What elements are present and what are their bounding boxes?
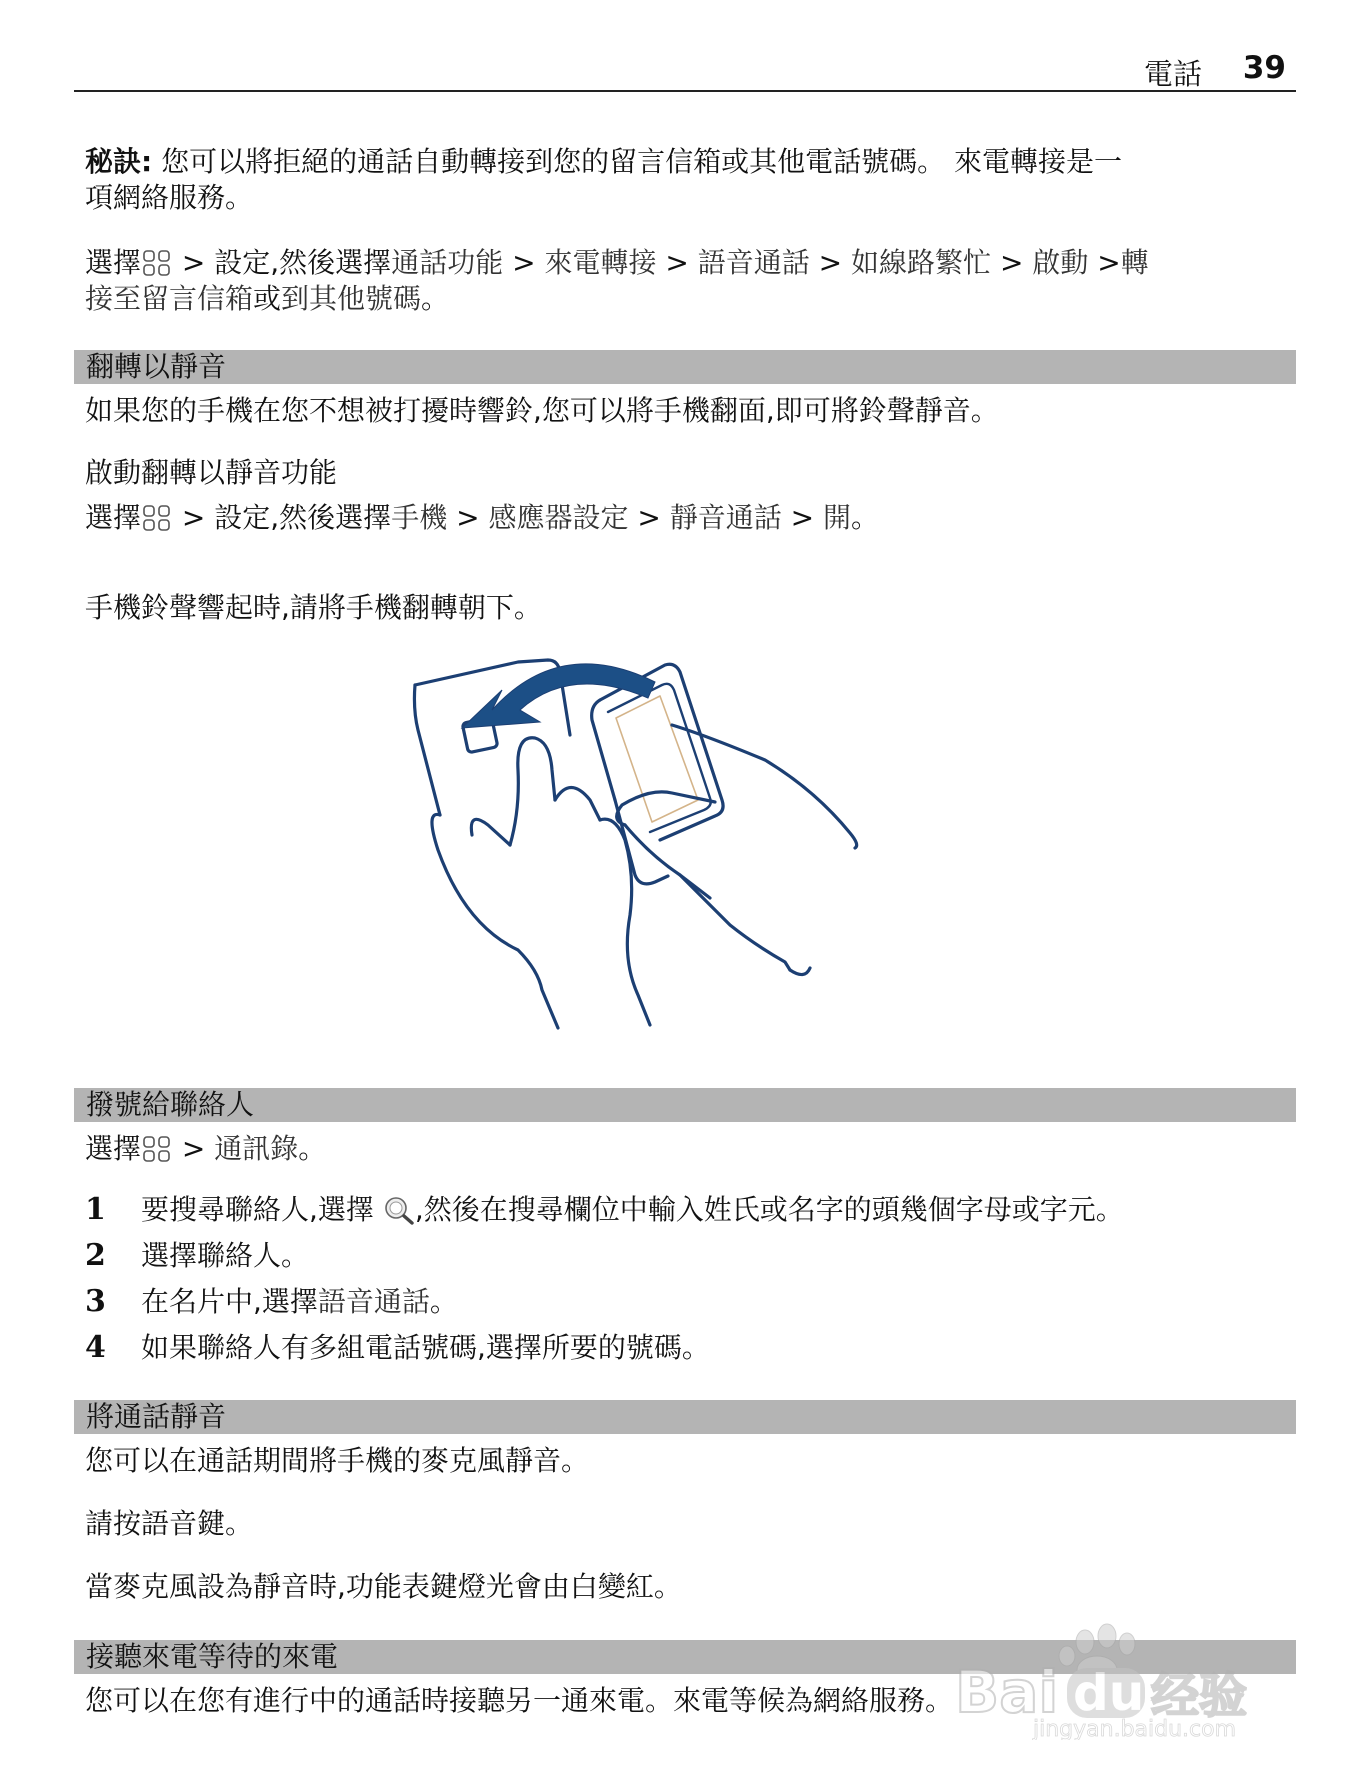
step-2 xyxy=(85,1238,1290,1274)
flip-phone-illustration xyxy=(410,650,960,1040)
menu-grid-icon xyxy=(141,503,173,533)
section-band-dial xyxy=(74,1088,1296,1122)
step-3 xyxy=(85,1284,1290,1320)
waiting-paragraph: 您可以在您有進行中的通話時接聽另一通來電。來電等候為網絡服務。 xyxy=(85,1684,954,1717)
tip-paragraph xyxy=(85,144,1290,216)
path-item-to-voicemail-a: 轉 xyxy=(1120,246,1149,279)
path-item-call-divert: 來電轉接 xyxy=(544,246,657,279)
watermark-cn: 经验 xyxy=(1151,1668,1248,1724)
path-item-other-number: 到其他號碼 xyxy=(281,282,422,315)
search-magnifier-icon xyxy=(383,1195,415,1225)
flip-paragraph: 如果您的手機在您不想被打擾時響鈴,您可以將手機翻面,即可將鈴聲靜音。 xyxy=(85,394,999,427)
section-heading: 撥號給聯絡人 xyxy=(86,1088,255,1121)
path-select: 選擇 xyxy=(85,501,142,534)
menu-grid-icon xyxy=(141,1134,173,1164)
step-text: 要搜尋聯絡人,選擇 xyxy=(141,1193,383,1226)
mute-paragraph-1: 您可以在通話期間將手機的麥克風靜音。 xyxy=(85,1444,590,1477)
path-end: 。 xyxy=(298,1132,327,1165)
path-select: 選擇 xyxy=(85,1132,142,1165)
path-settings: > 設定,然後選擇 xyxy=(173,246,392,279)
dial-path xyxy=(85,1131,1290,1167)
step-text: 在名片中,選擇 xyxy=(141,1285,318,1318)
step-text: 。 xyxy=(429,1285,458,1318)
section-band-mute xyxy=(74,1400,1296,1434)
path-item-sensor-settings: 感應器設定 xyxy=(488,501,629,534)
path-or: 或 xyxy=(253,282,282,315)
path-gt: > xyxy=(173,1132,215,1165)
path-item-contacts: 通訊錄 xyxy=(214,1132,299,1165)
mute-paragraph-2: 請按語音鍵。 xyxy=(85,1507,254,1540)
path-item-activate: 啟動 xyxy=(1032,246,1089,279)
path-item-on: 開 xyxy=(823,501,852,534)
tip-label: 秘訣: xyxy=(85,145,153,178)
path-item-voice-calls: 語音通話 xyxy=(697,246,810,279)
path-end: 。 xyxy=(421,282,450,315)
flip-path: 選擇 > 設定,然後選擇手機 > 感應器設定 > 靜音通話 > 開。 xyxy=(85,501,880,534)
step-number: 3 xyxy=(85,1284,106,1319)
step-number: 2 xyxy=(85,1238,106,1273)
step-text: 選擇聯絡人。 xyxy=(141,1239,310,1272)
watermark-brand: Bai xyxy=(955,1658,1059,1726)
divert-path: 選擇 > 設定,然後選擇通話功能 > 來電轉接 > 語音通話 > 如線路繁忙 > 啟動 >轉 接至留言信箱或到其他號碼。 xyxy=(85,246,1149,315)
step-1 xyxy=(85,1192,1290,1228)
path-item-to-voicemail-b: 接至留言信箱 xyxy=(85,282,254,315)
section-title: 電話 xyxy=(1143,57,1202,91)
tip-text: 您可以將拒絕的通話自動轉接到您的留言信箱或其他電話號碼。 來電轉接是一 xyxy=(161,145,1123,178)
section-heading: 翻轉以靜音 xyxy=(86,350,227,383)
flip-subheading: 啟動翻轉以靜音功能 xyxy=(85,456,338,489)
path-end: 。 xyxy=(851,501,880,534)
section-heading: 接聽來電等待的來電 xyxy=(86,1640,339,1673)
watermark-brand-2: du xyxy=(1073,1664,1145,1722)
section-heading: 將通話靜音 xyxy=(86,1400,227,1433)
step-4 xyxy=(85,1330,1290,1366)
path-settings: > 設定,然後選擇 xyxy=(173,501,392,534)
step-number: 4 xyxy=(85,1330,106,1365)
mute-paragraph-3: 當麥克風設為靜音時,功能表鍵燈光會由白變紅。 xyxy=(85,1570,682,1603)
step-number: 1 xyxy=(85,1192,106,1227)
path-item-phone: 手機 xyxy=(391,501,448,534)
page-number: 39 xyxy=(1242,50,1286,86)
menu-grid-icon xyxy=(141,248,173,278)
path-item-if-busy: 如線路繁忙 xyxy=(851,246,992,279)
tip-text-2: 項網絡服務。 xyxy=(85,181,254,214)
watermark-url: jingyan.baidu.com xyxy=(1033,1717,1237,1740)
page-header xyxy=(74,50,1296,92)
path-item-call-features: 通話功能 xyxy=(391,246,504,279)
path-select: 選擇 xyxy=(85,246,142,279)
path-item-silence-calls: 靜音通話 xyxy=(669,501,782,534)
flip-instruction: 手機鈴聲響起時,請將手機翻轉朝下。 xyxy=(85,591,542,624)
step-text: ,然後在搜尋欄位中輸入姓氏或名字的頭幾個字母或字元。 xyxy=(414,1193,1124,1226)
step-highlight: 語音通話 xyxy=(317,1285,430,1318)
baidu-watermark-logo xyxy=(955,1620,1285,1740)
section-band-flip xyxy=(74,350,1296,384)
step-text: 如果聯絡人有多組電話號碼,選擇所要的號碼。 xyxy=(141,1331,710,1364)
